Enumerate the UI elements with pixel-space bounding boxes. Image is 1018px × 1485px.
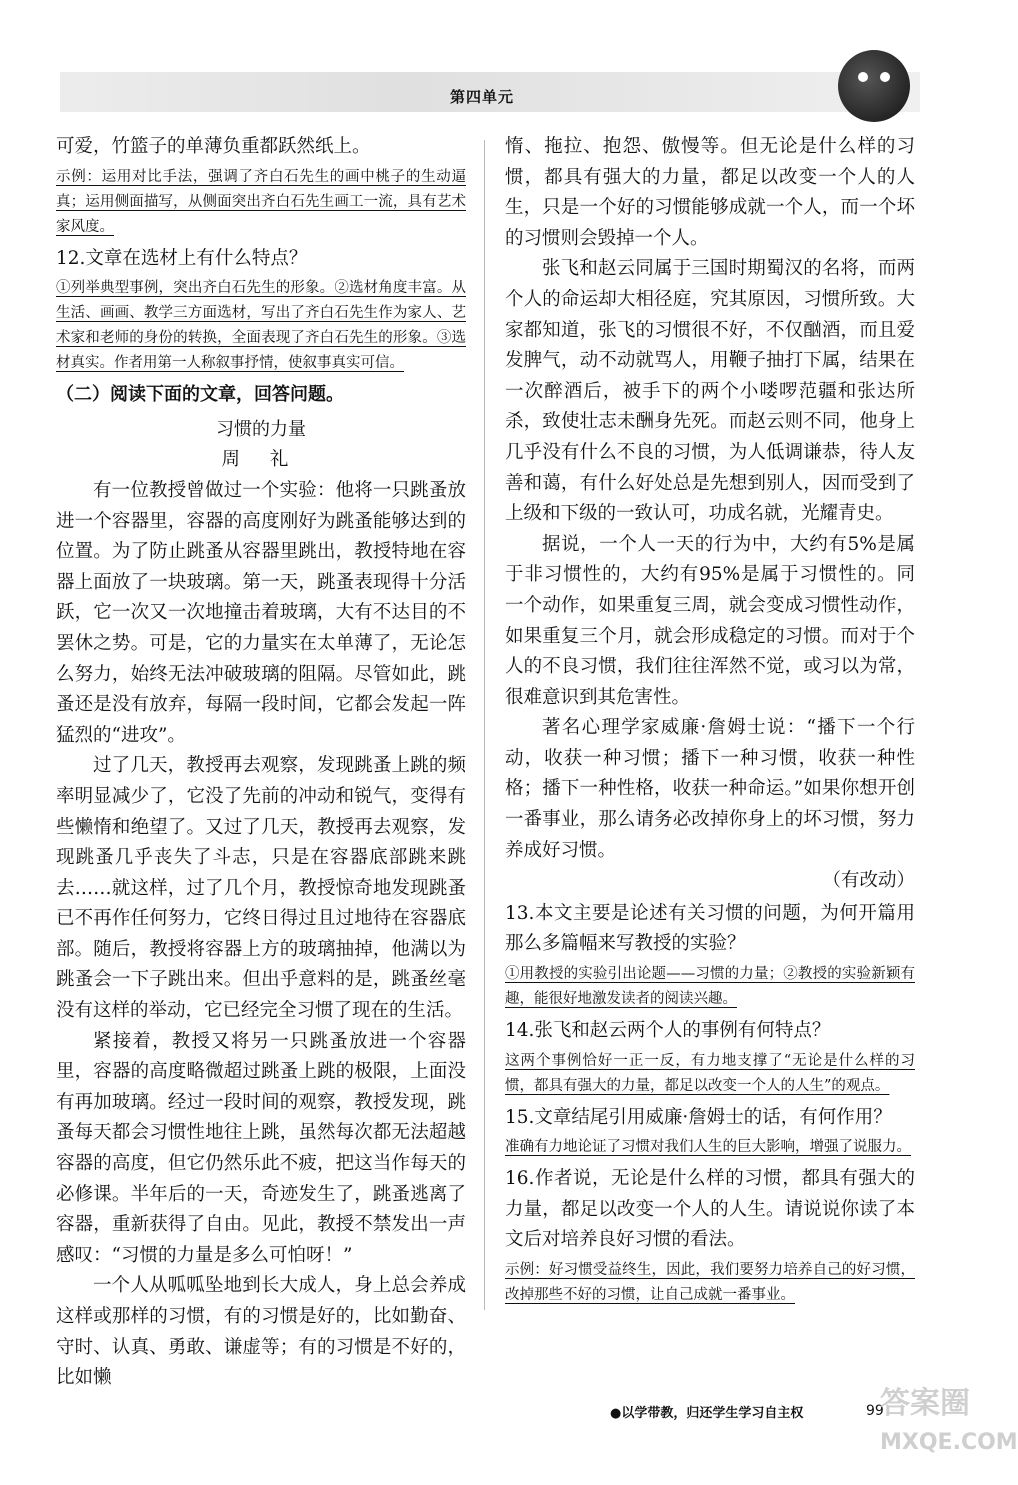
question-16: 16.作者说，无论是什么样的习惯，都具有强大的力量，都足以改变一个人的人生。请说说你读了本文后对培养良好习惯的看法。: [505, 1168, 915, 1251]
right-column: [505, 132, 915, 1312]
paragraph: 紧接着，教授又将另一只跳蚤放进一个容器里，容器的高度略微超过跳蚤上跳的极限，上面没有再加玻璃。经过一段时间的观察，教授发现，跳蚤每天都会习惯性地往上跳，虽然每次都无法超越容器的高度，但它仍然乐此不疲，把这当作每天的必修课。半年后的一天，奇迹发生了，跳蚤逃离了容器，重新获得了自由。见此，教授不禁发出一声感叹：“习惯的力量是多么可怕呀！”: [56, 1030, 466, 1266]
revision-note: （有改动）: [822, 870, 915, 892]
answer-text: 示例：运用对比手法，强调了齐白石先生的画中桃子的生动逼真；运用侧面描写，从侧面突出齐白石先生画工一流，具有艺术家风度。: [56, 168, 466, 235]
question-14: 14.张飞和赵云两个人的事例有何特点？: [505, 1020, 831, 1042]
answer-text: ①列举典型事例，突出齐白石先生的形象。②选材角度丰富。从生活、画画、教学三方面选材，写出了齐白石先生作为家人、艺术家和老师的身份的转换，全面表现了齐白石先生的形象。③选材真实。作者用第一人称叙事抒情，使叙事真实可信。: [56, 280, 466, 372]
paragraph: 惰、拖拉、抱怨、傲慢等。但无论是什么样的习惯，都具有强大的力量，都足以改变一个人的人生，只是一个好的习惯能够成就一个人，而一个坏的习惯则会毁掉一个人。: [505, 136, 915, 249]
left-column: [56, 132, 466, 1394]
question-12: 12.文章在选材上有什么特点？: [56, 247, 308, 269]
mascot-icon: [838, 50, 910, 122]
question-15: 15.文章结尾引用威廉·詹姆士的话，有何作用？: [505, 1106, 892, 1128]
paragraph: 张飞和赵云同属于三国时期蜀汉的名将，而两个人的命运却大相径庭，究其原因，习惯所致。大家都知道，张飞的习惯很不好，不仅酗酒，而且爱发脾气，动不动就骂人，用鞭子抽打下属，结果在一次醉酒后，被手下的两个小喽啰范疆和张达所杀，致使壮志未酬身先死。而赵云则不同，他身上几乎没有什么不良的习惯，为人低调谦恭，待人友善和蔼，有什么好处总是先想到别人，因而受到了上级和下级的一致认可，功成名就，光耀青史。: [505, 258, 915, 525]
page-number: 99: [866, 1403, 884, 1419]
answer-text: 这两个事例恰好一正一反，有力地支撑了“无论是什么样的习惯，都具有强大的力量，都足以改变一个人的人生”的观点。: [505, 1052, 915, 1094]
footer-motto: ●以学带教，归还学生学习自主权: [610, 1406, 804, 1421]
column-divider: [484, 140, 485, 1310]
answer-15: [505, 1135, 915, 1160]
answer-text: 准确有力地论证了习惯对我们人生的巨大影响，增强了说服力。: [505, 1139, 911, 1156]
watermark-logo: 答案圈: [880, 1386, 970, 1421]
answer-16: [505, 1258, 915, 1308]
answer-text: 示例：好习惯受益终生，因此，我们要努力培养自己的好习惯，改掉那些不好的习惯，让自己成就一番事业。: [505, 1262, 915, 1303]
article-author: 周 礼: [221, 449, 301, 471]
question-13: 13.本文主要是论述有关习惯的问题，为何开篇用那么多篇幅来写教授的实验？: [505, 902, 915, 955]
paragraph: 有一位教授曾做过一个实验：他将一只跳蚤放进一个容器里，容器的高度刚好为跳蚤能够达到的位置。为了防止跳蚤从容器里跳出，教授特地在容器上面放了一块玻璃。第一天，跳蚤表现得十分活跃，它一次又一次地撞击着玻璃，大有不达目的不罢休之势。可是，它的力量实在太单薄了，无论怎么努力，始终无法冲破玻璃的阻隔。尽管如此，跳蚤还是没有放弃，每隔一段时间，它都会发起一阵猛烈的“进攻”。: [56, 479, 466, 746]
answer-12: [56, 276, 466, 376]
paragraph: 过了几天，教授再去观察，发现跳蚤上跳的频率明显减少了，它没了先前的冲动和锐气，变得有些懒惰和绝望了。又过了几天，教授再去观察，发现跳蚤几乎丧失了斗志，只是在容器底部跳来跳去……就这样，过了几个月，教授惊奇地发现跳蚤已不再作任何努力，它终日得过且过地待在容器底部。随后，教授将容器上方的玻璃抽掉，他满以为跳蚤会一下子跳出来。但出乎意料的是，跳蚤丝毫没有这样的举动，它已经完全习惯了现在的生活。: [56, 755, 466, 1022]
answer-text: ①用教授的实验引出论题——习惯的力量；②教授的实验新颖有趣，能很好地激发读者的阅读兴趣。: [505, 966, 915, 1008]
answer-13: [505, 962, 915, 1012]
watermark-url: MXQE.COM: [880, 1430, 1018, 1455]
answer-11: [56, 165, 466, 240]
paragraph: 据说，一个人一天的行为中，大约有5%是属于非习惯性的，大约有95%是属于习惯性的。同一个动作，如果重复三周，就会变成习惯性动作，如果重复三个月，就会形成稳定的习惯。而对于个人的不良习惯，我们往往浑然不觉，或习以为常，很难意识到其危害性。: [505, 533, 915, 708]
paragraph: 一个人从呱呱坠地到长大成人，身上总会养成这样或那样的习惯，有的习惯是好的，比如勤奋、守时、认真、勇敢、谦虚等；有的习惯是不好的，比如懒: [56, 1275, 466, 1389]
paragraph: 著名心理学家威廉·詹姆士说：“播下一个行动，收获一种习惯；播下一种习惯，收获一种性格；播下一种性格，收获一种命运。”如果你想开创一番事业，那么请务必改掉你身上的坏习惯，努力养成好习惯。: [505, 717, 915, 861]
answer-14: [505, 1049, 915, 1099]
article-title: 习惯的力量: [216, 418, 306, 440]
unit-title: 第四单元: [450, 88, 515, 106]
paragraph: 可爱，竹篮子的单薄负重都跃然纸上。: [56, 136, 371, 157]
section-heading: （二）阅读下面的文章，回答问题。: [56, 384, 344, 406]
